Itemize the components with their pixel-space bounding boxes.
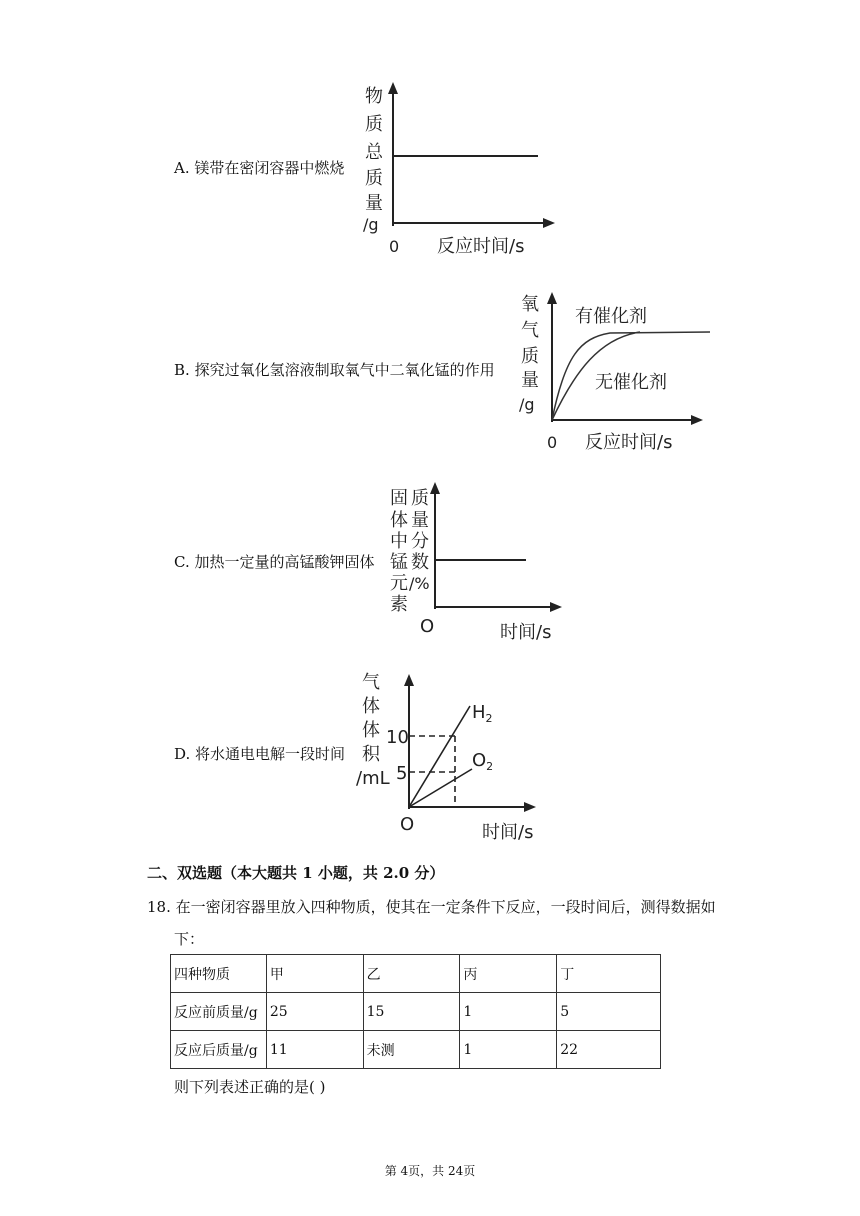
table-cell: 5 [557,993,661,1031]
option-a-text: 镁带在密闭容器中燃烧 [194,159,345,177]
option-a [174,158,344,178]
graph-c-ylabel-b1: 质 [411,488,429,509]
option-c-text: 加热一定量的高锰酸钾固体 [194,553,375,571]
graph-b-ylabel-unit: /g [519,395,535,414]
graph-d [352,666,552,846]
graph-c [380,476,570,648]
question-prompt: 则下列表述正确的是( ) [174,1078,326,1096]
question-text-1: 在一密闭容器里放入四种物质，使其在一定条件下反应，一段时间后，测得数据如 [175,898,716,916]
graph-a-origin: 0 [389,237,400,256]
option-a-letter: A. [174,159,190,177]
graph-c-ylabel-a4: 锰 [390,552,408,573]
option-d [174,744,345,764]
option-b-letter: B. [174,361,190,379]
graph-c-origin: O [420,616,435,637]
section-title: 二、双选题（本大题共 1 小题，共 2.0 分） [147,864,445,882]
graph-c-ylabel-a3: 中 [390,531,408,552]
graph-b-ylabel-2: 气 [521,320,539,341]
graph-c-ylabel-b3: 分 [411,531,429,552]
graph-d-ylabel-2: 体 [362,696,380,717]
table-cell: 1 [460,1031,557,1069]
graph-c-ylabel-b2: 量 [411,510,429,531]
table-cell: 22 [557,1031,661,1069]
option-c-letter: C. [174,553,190,571]
graph-c-ylabel-b4: 数 [411,552,429,573]
graph-d-ylabel-unit: /mL [356,768,390,789]
table-cell: 丙 [460,955,557,993]
graph-a-xlabel: 反应时间/s [437,236,525,257]
graph-d-origin: O [400,814,415,835]
graph-a-ylabel-3: 总 [365,142,383,163]
graph-c-ylabel-unit: /% [409,574,430,593]
graph-a-ylabel-2: 质 [365,114,383,135]
graph-d-ylabel-4: 积 [362,744,380,765]
graph-b-ylabel-3: 质 [521,346,539,367]
table-cell: 11 [266,1031,363,1069]
graph-a-ylabel-unit: /g [363,215,379,234]
question-number: 18. [147,898,171,916]
graph-c-xlabel: 时间/s [500,622,552,643]
option-c [174,552,375,572]
table-row [171,993,661,1031]
graph-b-curve-catalyst: 有催化剂 [575,306,647,327]
graph-d-line-h2: $H_2$ [472,702,493,725]
graph-b-ylabel-4: 量 [521,370,539,391]
graph-a-ylabel-5: 量 [365,193,383,214]
table-row [171,955,661,993]
graph-b-origin: 0 [547,433,558,452]
graph-b-ylabel-1: 氧 [521,294,539,315]
option-b-text: 探究过氧化氢溶液制取氧气中二氧化锰的作用 [194,361,495,379]
table-cell: 反应后质量/g [171,1031,267,1069]
graph-c-ylabel-a2: 体 [390,510,408,531]
graph-d-tick-10: 10 [386,727,409,748]
table-row [171,1031,661,1069]
table-cell: 15 [363,993,460,1031]
table-cell: 1 [460,993,557,1031]
option-d-text: 将水通电电解一段时间 [195,745,346,763]
graph-c-ylabel-a1: 固 [390,488,408,509]
graph-c-ylabel-a6: 素 [390,594,408,615]
page-footer: 第 4页，共 24页 [384,1164,476,1178]
graph-a-ylabel-4: 质 [365,168,383,189]
graph-a [355,78,565,263]
graph-a-ylabel-1: 物 [365,86,383,107]
graph-b-xlabel: 反应时间/s [585,432,673,453]
data-table [170,954,661,1069]
graph-d-xlabel: 时间/s [482,822,534,843]
table-cell: 甲 [266,955,363,993]
question-text-2: 下： [174,930,205,948]
table-cell: 四种物质 [171,955,267,993]
graph-d-ylabel-1: 气 [362,672,380,693]
table-cell: 反应前质量/g [171,993,267,1031]
graph-b [515,286,715,456]
graph-b-curve-no-catalyst: 无催化剂 [595,372,667,393]
table-cell: 乙 [363,955,460,993]
graph-d-line-o2: $O_2$ [472,750,494,773]
graph-d-tick-5: 5 [396,763,408,784]
table-cell: 丁 [557,955,661,993]
table-cell: 未测 [363,1031,460,1069]
table-cell: 25 [266,993,363,1031]
option-b [174,360,495,380]
option-d-letter: D. [174,745,191,763]
graph-d-ylabel-3: 体 [362,720,380,741]
question-line-1 [147,892,716,922]
graph-c-ylabel-a5: 元 [390,573,408,594]
